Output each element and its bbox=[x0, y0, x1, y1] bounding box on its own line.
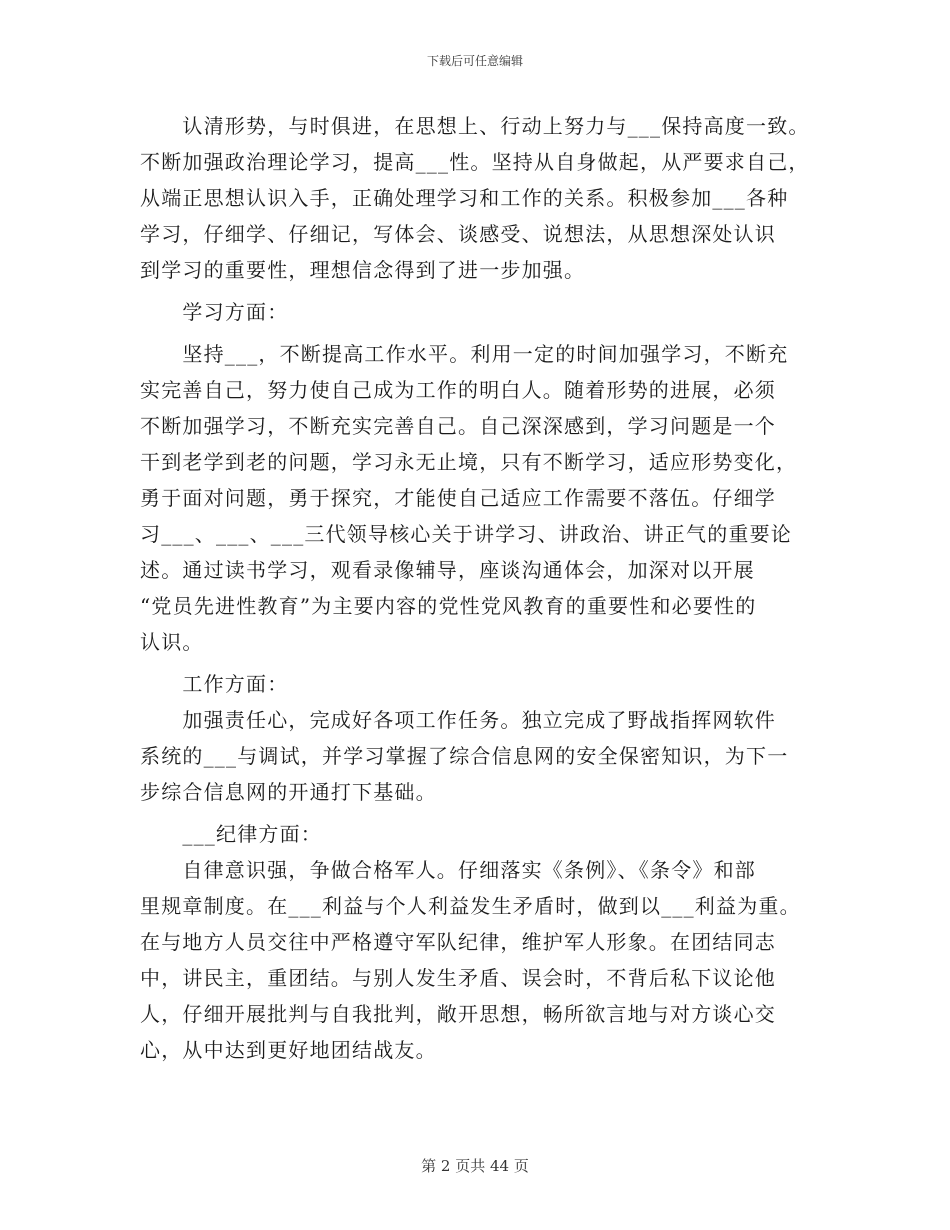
body-line: 不断加强学习，不断充实完善自己。自己深深感到，学习问题是一个 bbox=[140, 414, 776, 438]
body-line: 里规章制度。在___利益与个人利益发生矛盾时，做到以___利益为重。 bbox=[140, 894, 801, 918]
body-line: 认清形势，与时俱进，在思想上、行动上努力与___保持高度一致。 bbox=[140, 114, 810, 138]
body-line: 在与地方人员交往中严格遵守军队纪律，维护军人形象。在团结同志 bbox=[140, 930, 776, 954]
body-line: 不断加强政治理论学习，提高___性。坚持从自身做起，从严要求自己， bbox=[140, 150, 810, 174]
body-line: 系统的___与调试，并学习掌握了综合信息网的安全保密知识，为下一 bbox=[140, 744, 789, 768]
body-line: 到学习的重要性，理想信念得到了进一步加强。 bbox=[140, 258, 586, 282]
body-line: 学习，仔细学、仔细记，写体会、谈感受、说想法，从思想深处认识 bbox=[140, 222, 776, 246]
page-footer: 第 2 页共 44 页 bbox=[421, 1157, 529, 1175]
body-line: 述。通过读书学习，观看录像辅导，座谈沟通体会，加深对以开展 bbox=[140, 558, 755, 582]
body-line: 干到老学到老的问题，学习永无止境，只有不断学习，适应形势变化， bbox=[140, 450, 798, 474]
page-header: 下载后可任意编辑 bbox=[426, 54, 523, 68]
section-heading: 学习方面： bbox=[140, 300, 289, 324]
body-line: 中，讲民主，重团结。与别人发生矛盾、误会时，不背后私下议论他 bbox=[140, 966, 776, 990]
body-line: 习___、___、___三代领导核心关于讲学习、讲政治、讲正气的重要论 bbox=[140, 522, 792, 546]
body-line: 认识。 bbox=[140, 630, 204, 654]
body-line: 自律意识强，争做合格军人。仔细落实《条例》、《条令》和部 bbox=[140, 858, 756, 882]
body-line: “党员先进性教育”为主要内容的党性党风教育的重要性和必要性的 bbox=[140, 594, 757, 618]
body-line: 心，从中达到更好地团结战友。 bbox=[140, 1038, 437, 1062]
body-line: 坚持___，不断提高工作水平。利用一定的时间加强学习，不断充 bbox=[140, 342, 789, 366]
section-heading: ___纪律方面： bbox=[140, 822, 322, 846]
body-line: 人，仔细开展批判与自我批判，敞开思想，畅所欲言地与对方谈心交 bbox=[140, 1002, 776, 1026]
body-line: 从端正思想认识入手，正确处理学习和工作的关系。积极参加___各种 bbox=[140, 186, 789, 210]
body-line: 加强责任心，完成好各项工作任务。独立完成了野战指挥网软件 bbox=[140, 708, 776, 732]
body-line: 勇于面对问题，勇于探究，才能使自己适应工作需要不落伍。仔细学 bbox=[140, 486, 776, 510]
section-heading: 工作方面： bbox=[140, 672, 289, 696]
body-line: 实完善自己，努力使自己成为工作的明白人。随着形势的进展，必须 bbox=[140, 378, 776, 402]
body-line: 步综合信息网的开通打下基础。 bbox=[140, 780, 437, 804]
